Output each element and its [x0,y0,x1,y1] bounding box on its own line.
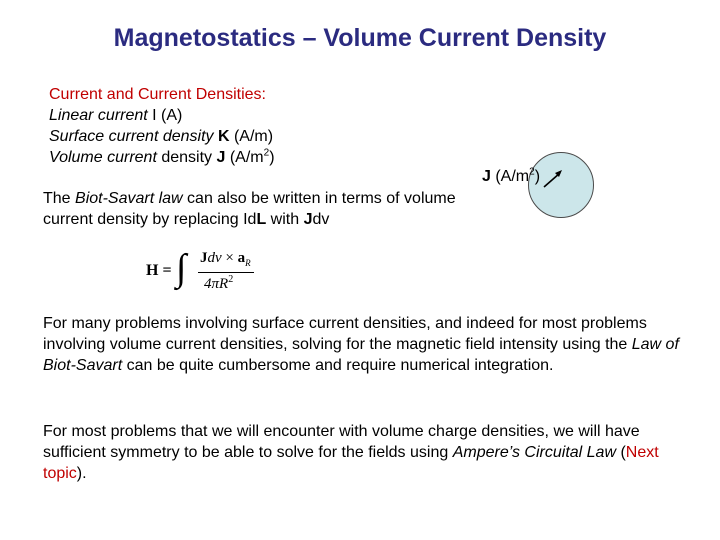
volume-current-line: Volume current density J $(A/m^2)$ [49,147,275,166]
formula-lhs: H = [146,262,172,279]
slide-title: Magnetostatics – Volume Current Density [113,24,607,52]
definitions-block [49,84,275,168]
definitions-heading: Current and Current Densities: [49,86,266,103]
biot-savart-paragraph: The Biot-Savart law can also be written in terms of volume current density by replacing IdL with Jdv [43,190,456,228]
formula-denominator: $4\pi R^2$ [204,274,234,292]
integral-sign: ∫ [176,247,187,289]
current-arrow-icon [540,168,564,190]
formula-numerator: Jdv × $a_R$ [200,250,251,268]
next-topic-link[interactable]: Next topic [43,444,659,482]
symmetry-paragraph: For most problems that we will encounter with volume charge densities, we will have sufficient symmetry to be able to solve for the fields using Ampere’s Circuital Law (Next topic). [43,423,659,482]
fraction-bar [198,272,254,273]
current-density-label: J $(A/m^2)$ [482,166,541,185]
linear-current-line: Linear current I (A) [49,107,183,124]
cumbersome-paragraph: For many problems involving surface current densities, and indeed for most problems involving volume current densities, solving for the magnetic field intensity using the Law of Biot-Savart can be quite cumbersome and require numerical integration. [43,315,679,374]
biot-savart-formula [146,247,256,296]
surface-current-line: Surface current density K (A/m) [49,128,274,145]
